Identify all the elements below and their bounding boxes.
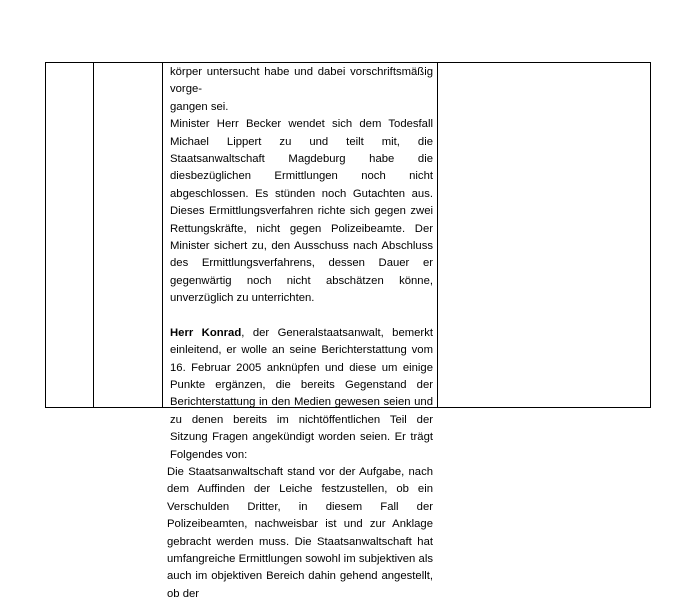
paragraph-gap (167, 308, 433, 325)
column-divider (93, 63, 94, 407)
paragraph-minister-statement: Minister Herr Becker wendet sich dem Todesfall Michael Lippert zu und teilt mit, die Staatsanwaltschaft Magdeburg habe die diesbezüglichen Ermittlungen noch nicht abgeschlossen. Es stünden noch Gutachten aus. Dieses Ermittlungsverfahren richte sich gegen zwei Rettungskräfte, nicht gegen Polizeibeamte. Der Minister sichert zu, den Ausschuss nach Abschluss des Ermittlungsverfahrens, dessen Dauer er gegenwärtig noch nicht abschätzen könne, unverzüglich zu unterrichten. (170, 118, 433, 305)
text-line: gangen sei. (170, 100, 229, 113)
speaker-name: Herr Konrad (170, 326, 242, 339)
text-line: körper untersucht habe und dabei vorschriftsmäßig vorge- (170, 66, 433, 96)
column-divider (437, 63, 438, 407)
paragraph-prosecution-report: Die Staatsanwaltschaft stand vor der Aufgabe, nach dem Auffinden der Leiche festzustellen, ob ein Verschulden Dritter, in diesem Fall der Polizeibeamten, nachweisbar ist und zur Anklage gebracht werden muss. Die Staatsanwaltschaft hat umfangreiche Ermittlungen sowohl im subjektiven als auch im objektiven Bereich dahin gehend angestellt, ob der (167, 465, 433, 600)
protocol-text-cell (167, 64, 433, 603)
speaker-text: , der Generalstaatsanwalt, bemerkt einleitend, er wolle an seine Berichterstattung vom 16. Februar 2005 anknüpfen und diese um einige Punkte ergänzen, die bereits Gegenstand der Berichterstattung in den Medien gewesen seien und zu denen bereits im nichtöffentlichen Teil der Sitzung Fragen angekündigt worden seien. Er trägt Folgendes von: (170, 326, 433, 461)
column-divider (162, 63, 163, 407)
paragraph-continuation (167, 64, 433, 116)
paragraph-konrad-intro (167, 325, 433, 464)
